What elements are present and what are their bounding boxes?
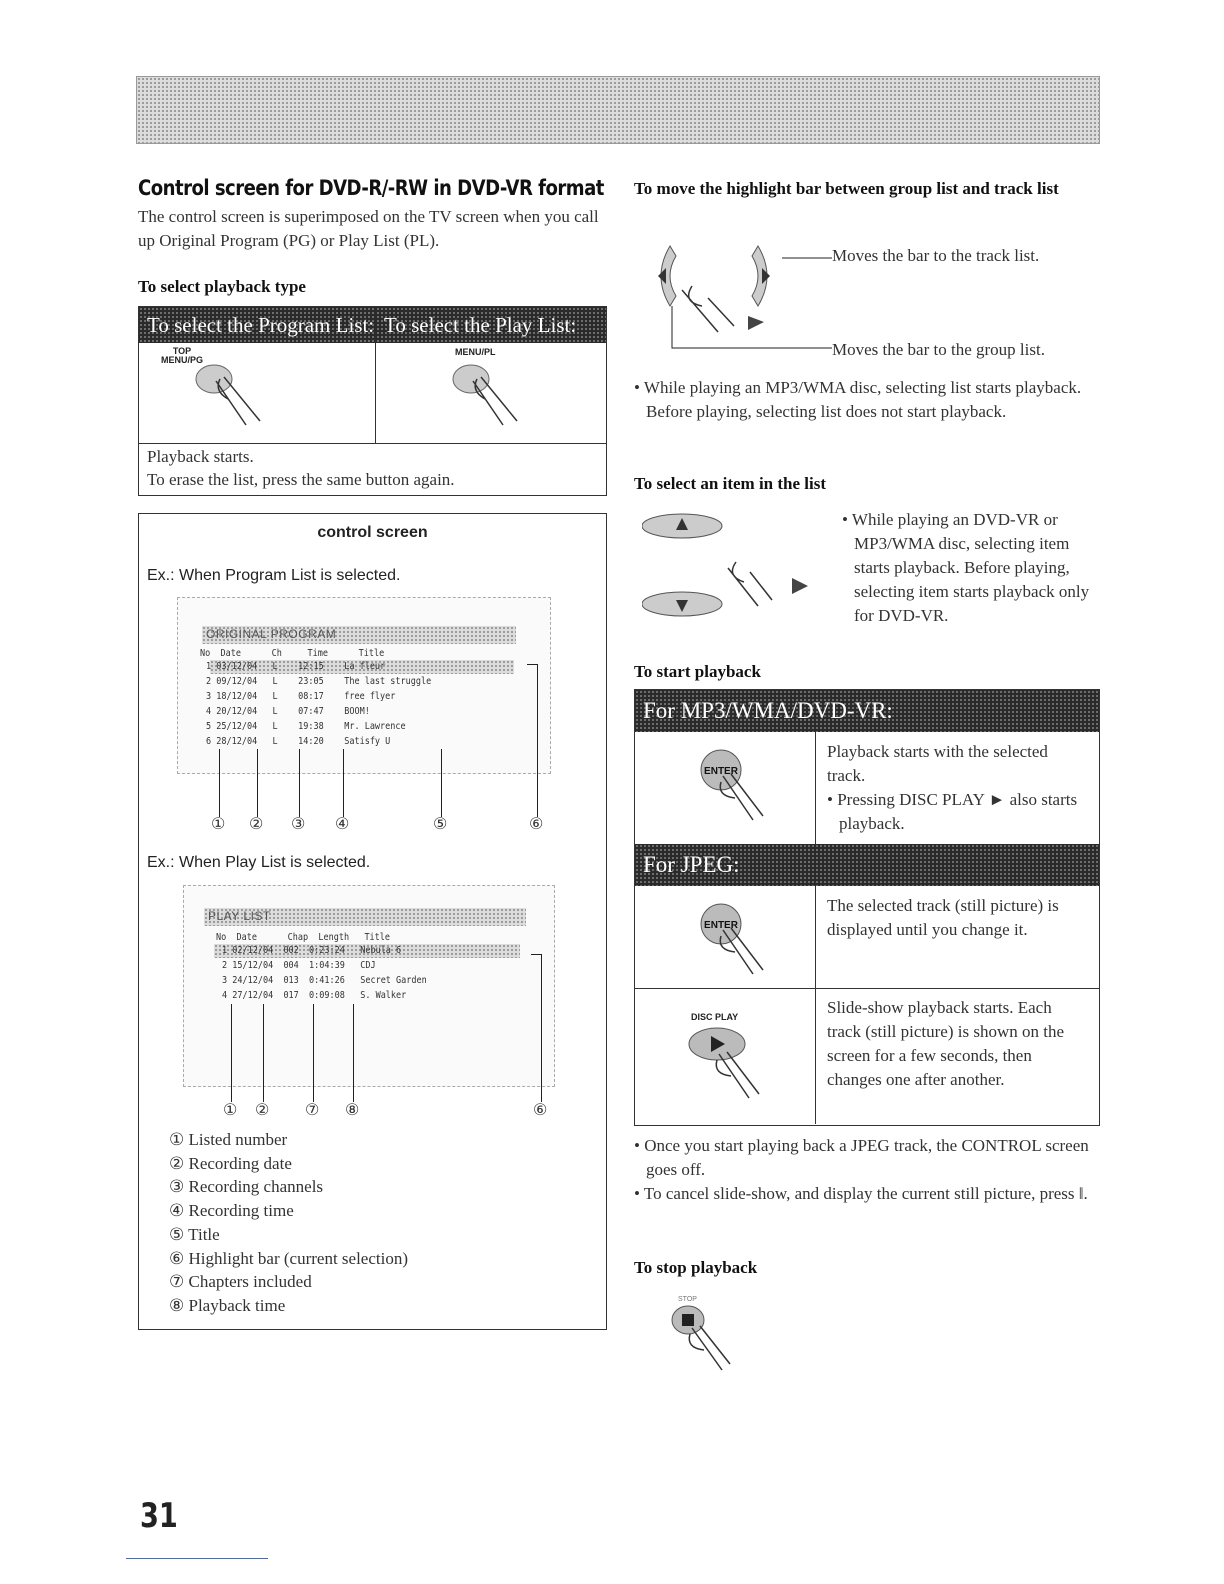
original-program-tab: ORIGINAL PROGRAM [206,627,337,641]
callout-4: ④ [335,816,350,833]
jpeg-text: The selected track (still picture) is displayed until you change it. [827,896,1059,939]
play-list-screen [183,885,555,1087]
stop-label: STOP [678,1296,697,1303]
playback-type-box [138,306,607,496]
slideshow-text: Slide-show playback starts. Each track (still picture) is shown on the screen for a few seconds, then changes one after another. [827,998,1065,1089]
callout-legend [169,1128,408,1318]
callout-1: ① [211,816,226,833]
legend-item: ④ Recording time [169,1201,294,1221]
example-play-list: Ex.: When Play List is selected. [147,854,371,871]
legend-item: ① Listed number [169,1130,288,1149]
move-note: • While playing an MP3/WMA disc, selecting list starts playback. Before playing, selecting list does not start playback. [634,378,1082,421]
mp3-bullet-list [827,788,1089,836]
mp3-bullet: • Pressing DISC PLAY ► also starts playback. [827,790,1078,833]
jpeg-notes [634,1134,1098,1206]
screen-row[interactable]: 1 02/12/04 002 0:23:24 Nebula 6 [222,945,402,956]
enter-button-icon [687,900,777,990]
finger-press-icon [194,359,274,439]
callout-6: ⑥ [529,816,544,833]
jpeg-note: • Once you start playing back a JPEG track, the CONTROL screen goes off. [634,1136,1089,1179]
legend-item: ⑥ Highlight bar (current selection) [169,1248,408,1268]
footer-rule [126,1558,268,1559]
program-list-header: To select the Program List: [139,307,376,343]
disc-play-label: DISC PLAY [691,1012,739,1022]
start-playback-heading: To start playback [634,662,761,681]
intro-text: The control screen is superimposed on the TV screen when you call up Original Program (PG) or Play List (PL). [138,207,599,250]
screen-row[interactable]: 4 20/12/04 L 07:47 BOOM! [206,706,370,717]
move-bar-heading: To move the highlight bar between group list and track list [634,179,1059,198]
legend-item: ③ Recording channels [169,1177,324,1197]
callout-2: ② [249,816,264,833]
enter-button-icon [687,746,777,836]
callout-6: ⑥ [533,1102,548,1119]
start-playback-table [634,689,1100,1126]
select-note-list [842,508,1092,628]
up-down-buttons-illustration [642,506,842,626]
control-screen-box [138,513,607,1330]
section-title: Control screen for DVD-R/-RW in DVD-VR format [138,176,604,200]
cursor-buttons-illustration [642,236,842,356]
svg-text:ENTER: ENTER [704,920,738,931]
stop-playback-heading: To stop playback [634,1258,758,1277]
jpeg-header: For JPEG: [635,844,1099,886]
playback-type-heading: To select playback type [138,277,306,296]
example-program-list: Ex.: When Program List is selected. [147,567,401,584]
callout-2: ② [255,1102,270,1119]
screen-row[interactable]: 3 18/12/04 L 08:17 free flyer [206,691,396,702]
top-menu-pg-label: TOP MENU/PG [161,346,204,365]
menu-pl-label: MENU/PL [455,347,496,357]
disc-play-button-icon [681,1024,781,1114]
move-to-group-list: Moves the bar to the group list. [832,340,1045,359]
move-to-track-list: Moves the bar to the track list. [832,246,1040,265]
screen-row[interactable]: 1 03/12/04 L 12:15 La fleur [206,661,386,672]
play-list-header: To select the Play List: [376,307,606,343]
select-item-heading: To select an item in the list [634,474,827,493]
header-band [136,76,1100,144]
screen-row[interactable]: 3 24/12/04 013 0:41:26 Secret Garden [222,975,427,986]
mp3-playback-text: Playback starts with the selected track. [827,742,1048,785]
screen-row[interactable]: 4 27/12/04 017 0:09:08 S. Walker [222,990,407,1001]
screen-row[interactable]: 2 09/12/04 L 23:05 The last struggle [206,676,432,687]
finger-press-icon [451,359,531,439]
legend-item: ⑧ Playback time [169,1295,286,1315]
svg-text:ENTER: ENTER [704,766,738,777]
play-list-tab: PLAY LIST [208,909,271,923]
control-screen-title: control screen [317,524,428,541]
page-number: 31 [140,1496,178,1536]
callout-1: ① [223,1102,238,1119]
jpeg-note: • To cancel slide-show, and display the current still picture, press ‖. [634,1184,1088,1203]
mp3-wma-dvdvr-header: For MP3/WMA/DVD-VR: [635,690,1099,732]
playback-starts-note: Playback starts. [147,447,254,466]
screen-row[interactable]: 5 25/12/04 L 19:38 Mr. Lawrence [206,721,406,732]
callout-3: ③ [291,816,306,833]
screen-header-row: No Date Chap Length Title [216,932,391,943]
screen-row[interactable]: 6 28/12/04 L 14:20 Satisfy U [206,736,391,747]
callout-8: ⑧ [345,1102,360,1119]
erase-list-note: To erase the list, press the same button again. [147,470,455,489]
screen-row[interactable]: 2 15/12/04 004 1:04:39 CDJ [222,960,376,971]
program-list-screen [177,597,551,774]
legend-item: ⑦ Chapters included [169,1272,312,1292]
legend-item: ⑤ Title [169,1224,220,1244]
select-note: • While playing an DVD-VR or MP3/WMA disc, selecting item starts playback. Before playing, selecting item starts playback only for DVD-VR. [842,510,1090,625]
callout-7: ⑦ [305,1102,320,1119]
move-note-list [634,376,1084,424]
screen-header-row: No Date Ch Time Title [200,648,385,659]
stop-button-icon [664,1300,754,1380]
callout-5: ⑤ [433,816,448,833]
legend-item: ② Recording date [169,1153,292,1173]
